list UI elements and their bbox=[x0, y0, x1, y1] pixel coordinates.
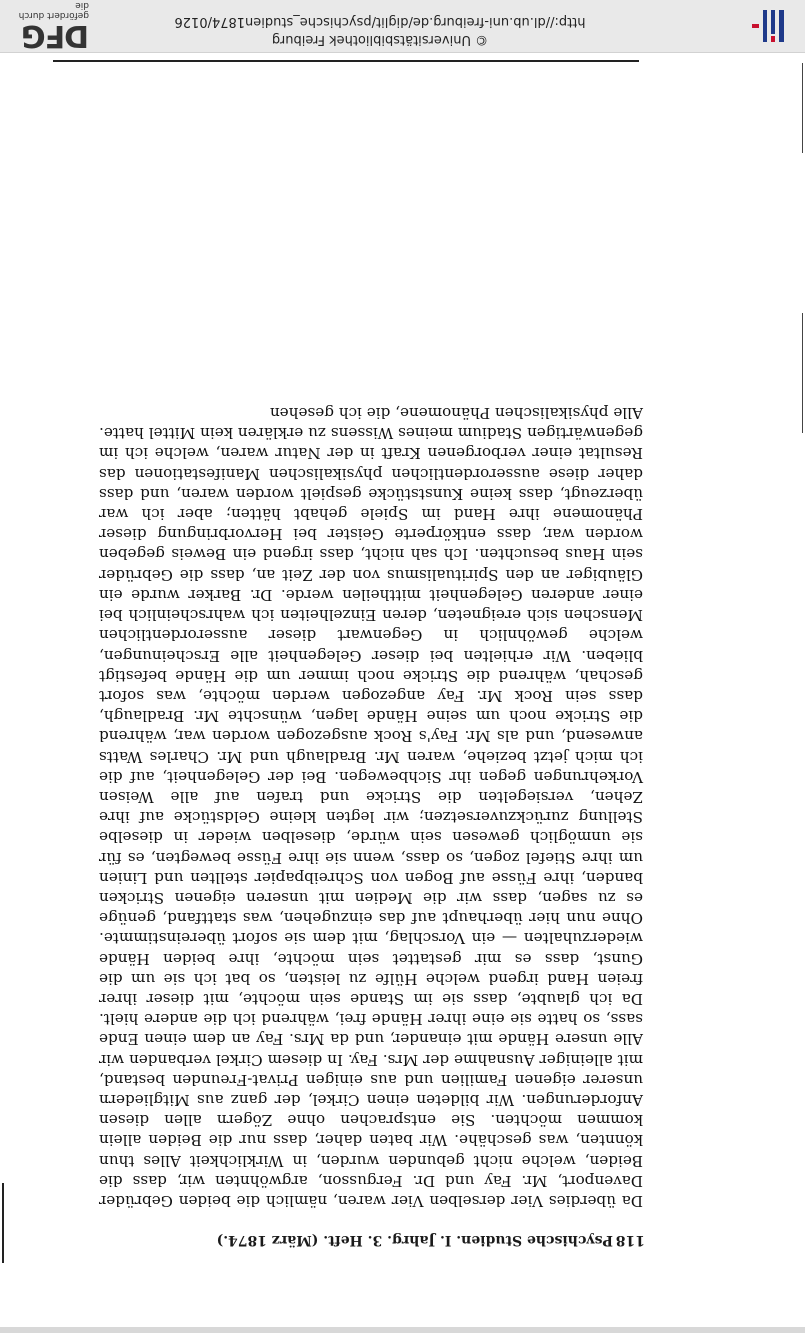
dfg-block bbox=[3, 0, 89, 53]
copyright-text: © Universitätsbibliothek Freiburg bbox=[271, 32, 489, 47]
dfg-caption: gefördert durch die bbox=[18, 0, 89, 20]
university-library-logo bbox=[749, 8, 787, 44]
footer-bar bbox=[0, 0, 805, 53]
bottom-edge-strip bbox=[0, 1327, 805, 1333]
body-paragraph: Da überdies Vier derselben Vier waren, nämlich die beiden Gebrüder Davenport, Mr. Fay und Dr. Fergusson, argwöhnten wir, dass die Beiden, welche nicht gebunden wurden, in Wirklichkeit Alles thun könnten, was geschähe. Wir baten daher, dass nur die Beiden allein kommen möchten. Sie entsprachen ohne Zögern allen diesen Anforderungen. Wir bildeten einen Cirkel, der ganz aus Mitgliedern unserer eigenen Familien und aus einigen Privat-Freunden bestand, mit alleiniger Ausnahme der Mrs. Fay. In diesem Cirkel verbanden wir Alle unsere Hände mit einander, und da Mrs. Fay an dem einen Ende sass, so hatte sie eine ihrer Hände frei, während ich die andere hielt. Da ich glaubte, dass sie im Stande sein möchte, mit dieser ihrer freien Hand irgend welche Hülfe zu leisten, so bat ich sie um die Gunst, dass es mir gestattet sein möchte, ihre beiden Hände wiederzuhalten — ein Vorschlag, mit dem sie sofort übereinstimmte. Ohne nun hier überhaupt auf das einzugehen, was stattfand, genüge es zu sagen, dass wir die Medien mit unseren eigenen Stricken banden, ihre Füsse auf Bogen von Schreibpapier stellten und Linien um ihre Stiefel zogen, so dass, wenn sie ihre Füsse bewegten, es für sie unmöglich gewesen sein würde, dieselben wieder in dieselbe Stellung zurückzuversetzen; wir legten kleine Geldstücke auf ihre Zehen, versiegelten die Stricke und trafen auf alle Weisen Vorkehrungen gegen ihr Sichbewegen. Bei der Gelegenheit, auf die ich mich jetzt beziehe, waren Mr. Bradlaugh und Mr. Charles Watts anwesend, und als Mr. Fay's Rock ausgezogen worden war, während die Stricke noch um seine Hände lagen, wünschte Mr. Bradlaugh, dass sein Rock Mr. Fay angezogen werden möchte, was sofort geschah, während die Stricke noch immer um die Hände befestigt blieben. Wir erhielten bei dieser Gelegenheit alle Erscheinungen, welche gewöhnlich in Gegenwart dieser ausserordentlichen Menschen sich ereigneten, deren Einzelheiten ich wahrscheinlich bei einer anderen Gelegenheit mittheilen werde. Dr. Barker wurde ein Gläubiger an den Spiritualismus von der Zeit an, dass die Gebrüder sein Haus besuchten. Ich sah nicht, dass irgend ein Beweis gegeben worden war, dass entkörperte Geister bei Hervorbringung dieser Phänomene ihre Hand im Spiele gehabt hätten; aber ich war überzeugt, dass keine Kunststücke gespielt worden waren, und dass daher diese ausserordentlichen physikalischen Manifestationen das Resultat einer verborgenen Kraft in der Natur waren, welche ich im gegenwärtigen Stadium meines Wissens zu erklären kein Mittel hatte. Alle physikalischen Phänomene, die ich gesehen bbox=[99, 404, 643, 1210]
running-title: Psychische Studien. I. Jahrg. 3. Heft. (März 1874.) bbox=[216, 1232, 613, 1248]
running-header bbox=[35, 1226, 645, 1248]
dfg-logo: DFG bbox=[21, 18, 89, 53]
body-text bbox=[99, 403, 643, 1211]
page-number: 118 bbox=[615, 1232, 645, 1248]
scan-edge-mark bbox=[802, 313, 803, 433]
scan-edge-mark bbox=[802, 63, 803, 153]
footer-text bbox=[145, 12, 615, 48]
scan-edge-mark bbox=[2, 1183, 4, 1263]
separator-rule bbox=[53, 60, 639, 62]
source-url[interactable]: http://dl.ub.uni-freiburg.de/diglit/psychische_studien1874/0126 bbox=[174, 14, 586, 29]
